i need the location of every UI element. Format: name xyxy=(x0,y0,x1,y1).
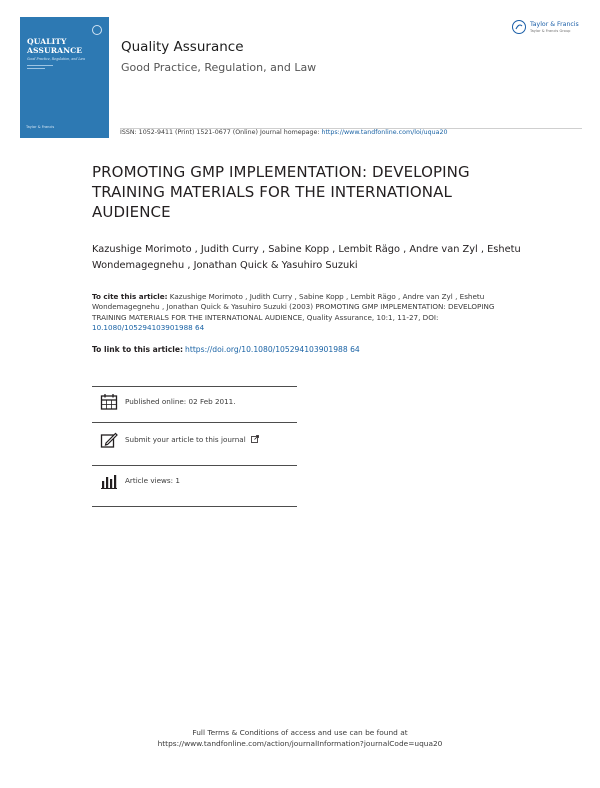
divider xyxy=(92,422,297,423)
article-authors: Kazushige Morimoto , Judith Curry , Sabine Kopp , Lembit Rägo , Andre van Zyl , Eshetu Wondemagegnehu , Jonathan Quick & Yasuhiro Suzuki xyxy=(92,244,521,271)
article-link-label: To link to this article: xyxy=(92,345,184,354)
cover-emblem-icon xyxy=(92,25,102,35)
cover-publisher-mark: Taylor & Francis xyxy=(26,125,55,129)
issn-line xyxy=(120,129,448,136)
citation-text: Kazushige Morimoto , Judith Curry , Sabine Kopp , Lembit Rägo , Andre van Zyl , Eshetu Wondemagegnehu , Jonathan Quick & Yasuhiro Suzuki (2003) PROMOTING GMP IMPLEMENTATION: DEVELOPING TRAINING MATERIALS FOR THE INTERNATIONAL AUDIENCE, Quality Assurance, 10:1, 11-27, DOI: xyxy=(92,292,495,322)
cover-title: QUALITY ASSURANCE xyxy=(27,37,83,55)
journal-title: Quality Assurance xyxy=(121,39,244,55)
submit-article-link[interactable]: Submit your article to this journal xyxy=(125,435,259,444)
cover-divider xyxy=(27,65,53,66)
article-title: PROMOTING GMP IMPLEMENTATION: DEVELOPING TRAINING MATERIALS FOR THE INTERNATIONAL AUDIENCE xyxy=(92,163,470,221)
citation-doi-link[interactable]: 10.1080/105294103901988 64 xyxy=(92,322,205,332)
journal-homepage-link[interactable]: https://www.tandfonline.com/loi/uqua20 xyxy=(321,129,448,136)
bar-chart-icon xyxy=(100,472,118,490)
citation-label: To cite this article: xyxy=(92,292,168,301)
calendar-icon xyxy=(100,393,118,411)
footer-terms-text: Full Terms & Conditions of access and use can be found at xyxy=(192,728,408,737)
journal-subtitle: Good Practice, Regulation, and Law xyxy=(121,61,317,74)
issn-text: ISSN: 1052-9411 (Print) 1521-0677 (Online) Journal homepage: xyxy=(120,129,322,136)
edit-icon xyxy=(100,431,118,449)
journal-cover-image xyxy=(20,17,109,138)
published-date: Published online: 02 Feb 2011. xyxy=(125,397,236,406)
divider xyxy=(92,386,297,387)
divider xyxy=(92,506,297,507)
publisher-logo-tagline: Taylor & Francis Group xyxy=(530,29,571,33)
publisher-logo[interactable] xyxy=(512,17,586,41)
citation-block xyxy=(92,292,512,333)
publisher-logo-name: Taylor & Francis xyxy=(530,21,579,28)
publisher-logo-icon xyxy=(512,20,526,34)
divider xyxy=(92,465,297,466)
cover-subtitle: Good Practice, Regulation, and Law xyxy=(27,57,86,61)
footer-terms-link[interactable]: https://www.tandfonline.com/action/journalInformation?journalCode=uqua20 xyxy=(157,739,443,748)
footer xyxy=(0,727,600,749)
article-link-line xyxy=(92,345,360,354)
cover-divider xyxy=(27,68,45,69)
external-link-icon xyxy=(251,435,259,443)
article-views: Article views: 1 xyxy=(125,476,180,485)
article-doi-link[interactable]: https://doi.org/10.1080/105294103901988 64 xyxy=(185,345,360,354)
